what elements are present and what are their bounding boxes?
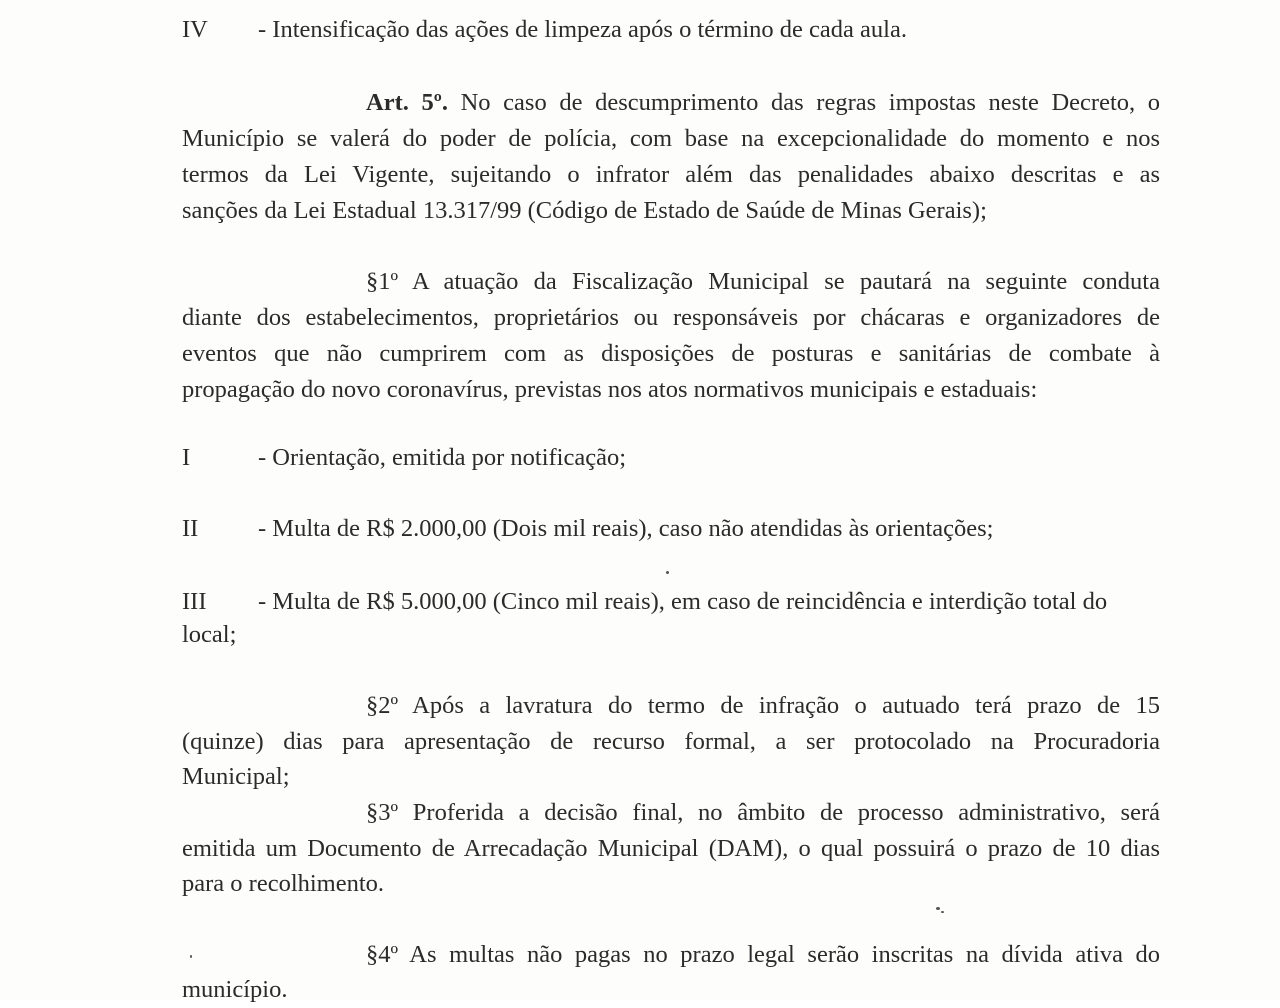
item-iv-number: IV: [182, 16, 208, 43]
par3-line1: §3º Proferida a decisão final, no âmbito de processo administrativo, será: [366, 799, 1160, 826]
par4-line1: §4º As multas não pagas no prazo legal serão inscritas na dívida ativa do: [366, 941, 1160, 968]
item-i-text: - Orientação, emitida por notificação;: [258, 444, 627, 471]
par1-line3: eventos que não cumprirem com as disposições de posturas e sanitárias de combate à: [182, 340, 1160, 367]
par1-line2: diante dos estabelecimentos, proprietários ou responsáveis por chácaras e organizadores de: [182, 304, 1160, 331]
scan-speck: [666, 571, 669, 574]
art5-line4: sanções da Lei Estadual 13.317/99 (Código de Estado de Saúde de Minas Gerais);: [182, 197, 987, 224]
item-i-number: I: [182, 444, 191, 471]
scan-speck: [936, 907, 940, 910]
par2-line3: Municipal;: [182, 763, 290, 790]
par2-line2: (quinze) dias para apresentação de recurso formal, a ser protocolado na Procuradoria: [182, 728, 1160, 755]
item-ii-text: - Multa de R$ 2.000,00 (Dois mil reais), caso não atendidas às orientações;: [258, 515, 994, 542]
art5-line1: No caso de descumprimento das regras impostas neste Decreto, o: [460, 89, 1161, 116]
art5-heading: Art. 5º.: [366, 89, 448, 116]
item-ii-number: II: [182, 515, 199, 542]
par2-line1: §2º Após a lavratura do termo de infração o autuado terá prazo de 15: [366, 692, 1160, 719]
par4-line2: município.: [182, 976, 288, 1003]
art5-first-line: [366, 85, 1160, 121]
scan-speck: [941, 911, 944, 913]
par3-line3: para o recolhimento.: [182, 870, 385, 897]
item-iv-text: - Intensificação das ações de limpeza após o término de cada aula.: [258, 16, 907, 43]
par1-line1: §1º A atuação da Fiscalização Municipal se pautará na seguinte conduta: [366, 268, 1160, 295]
scan-speck: [190, 955, 192, 958]
art5-line3: termos da Lei Vigente, sujeitando o infrator além das penalidades abaixo descritas e as: [182, 161, 1160, 188]
par3-line2: emitida um Documento de Arrecadação Municipal (DAM), o qual possuirá o prazo de 10 dias: [182, 835, 1160, 862]
item-iii-text: - Multa de R$ 5.000,00 (Cinco mil reais), em caso de reincidência e interdição total do: [258, 588, 1108, 615]
art5-line2: Município se valerá do poder de polícia, com base na excepcionalidade do momento e nos: [182, 125, 1160, 152]
par1-line4: propagação do novo coronavírus, previstas nos atos normativos municipais e estaduais:: [182, 376, 1038, 403]
item-iii-number: III: [182, 588, 207, 615]
item-iii-continuation: local;: [182, 621, 237, 648]
